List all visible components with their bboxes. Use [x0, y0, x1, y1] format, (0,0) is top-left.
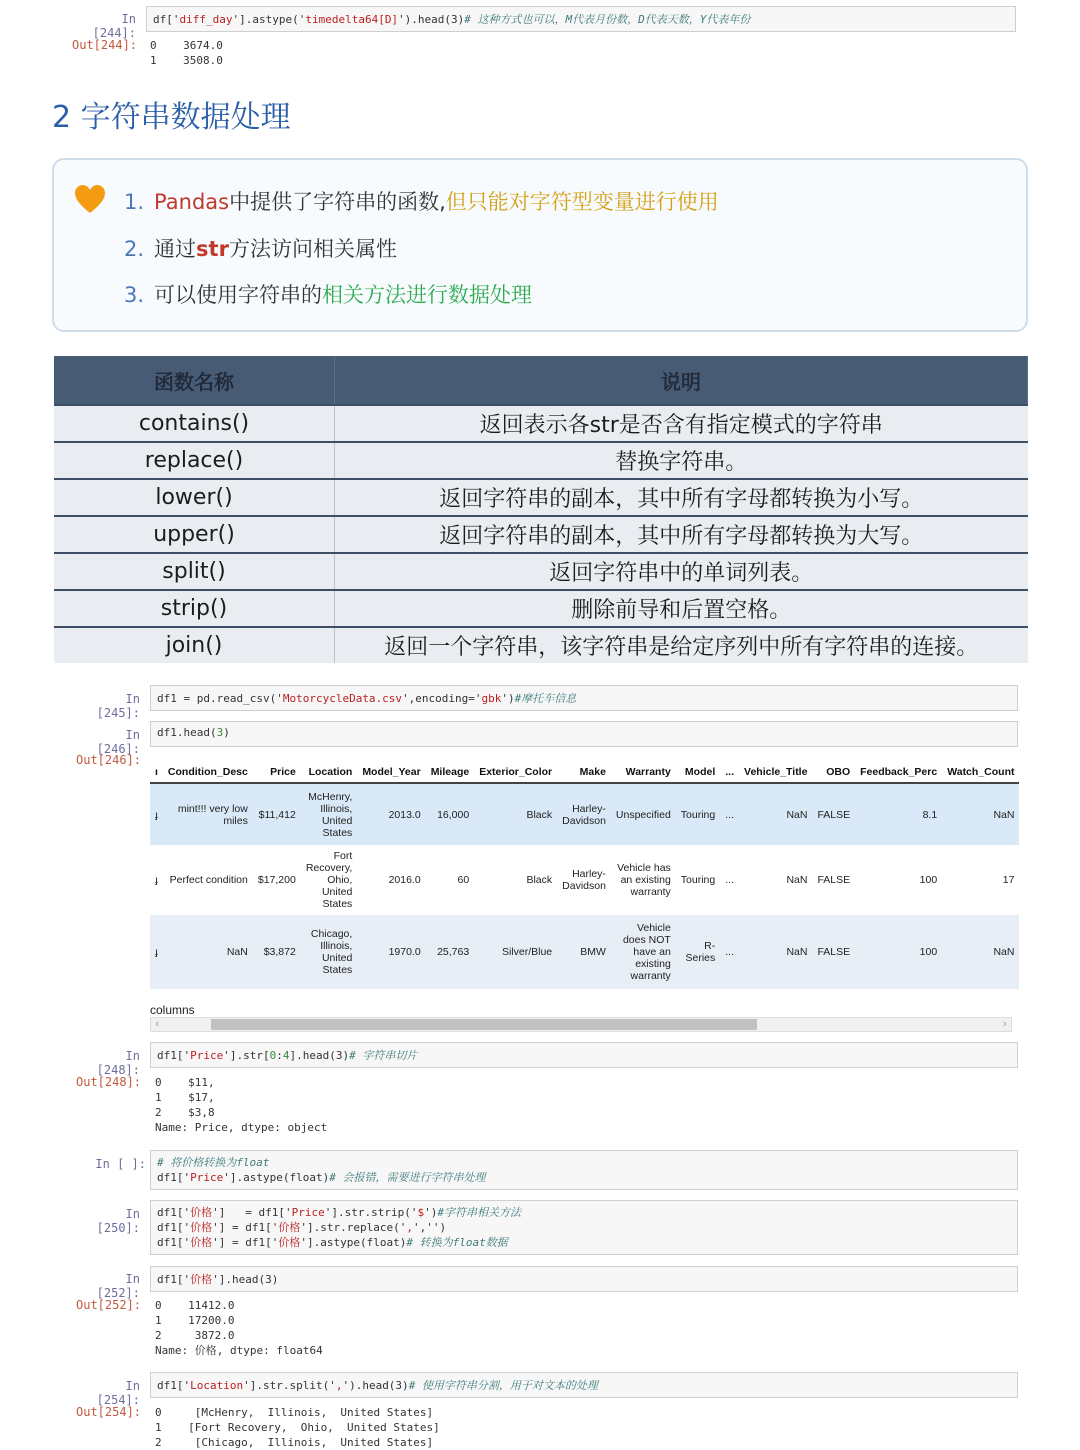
code-string: 价格	[278, 1221, 301, 1234]
table-row: join() 返回一个字符串，该字符串是给定序列中所有字符串的连接。	[54, 627, 1028, 664]
df-column-header: Mileage	[426, 762, 475, 783]
input-prompt: In [246]:	[96, 728, 140, 756]
df-cell: 25,763	[426, 915, 475, 989]
input-prompt: In [ ]:	[95, 1157, 146, 1171]
section-title: 2 字符串数据处理	[52, 100, 291, 135]
code-text: ')	[424, 1206, 438, 1219]
df-cell: Black	[474, 845, 557, 915]
code-comment: # 转换为float数据	[406, 1236, 508, 1249]
note-item-3: 3. 可以使用字符串的相关方法进行数据处理	[124, 283, 533, 307]
df-column-header: Make	[557, 762, 611, 783]
note-item-1: 1. Pandas中提供了字符串的函数,但只能对字符型变量进行使用	[124, 190, 719, 214]
df-cell: McHenry, Illinois, United States	[301, 783, 357, 845]
df-column-header: Condition_Desc	[163, 762, 253, 783]
input-prompt: In [248]:	[96, 1049, 140, 1077]
code-string: ,	[335, 1379, 343, 1392]
dataframe-footer: columns	[150, 1003, 195, 1017]
cell-output: 0 11412.0 1 17200.0 2 3872.0 Name: 价格, dtype: float64	[155, 1299, 323, 1357]
df-cell: mint!!! very low miles	[163, 783, 253, 845]
code-text: '].str.strip('	[324, 1206, 418, 1219]
df-cell: FALSE	[812, 783, 855, 845]
code-text: '].astype(float)	[300, 1236, 407, 1249]
code-text: df1['	[157, 1236, 191, 1249]
df-cell: NaN	[739, 783, 812, 845]
df-cell: 60	[426, 845, 475, 915]
code-cell-254[interactable]	[150, 1372, 1018, 1398]
table-row: strip() 删除前导和后置空格。	[54, 590, 1028, 627]
output-prompt: Out[246]:	[76, 753, 142, 767]
scroll-left-icon[interactable]: ‹	[155, 1017, 160, 1030]
heart-icon	[74, 184, 106, 216]
code-text: df1.head(	[157, 726, 217, 739]
dataframe-output	[150, 762, 1015, 1017]
table-row: split() 返回字符串中的单词列表。	[54, 553, 1028, 590]
code-cell-252[interactable]	[150, 1266, 1018, 1292]
code-text: ].head(3)	[289, 1049, 350, 1062]
code-number: 0	[269, 1049, 277, 1062]
df-cell: Harley-Davidson	[557, 845, 611, 915]
df-column-header: ...	[720, 762, 739, 783]
code-comment: # 字符串切片	[349, 1049, 418, 1062]
df-column-header: Model	[676, 762, 720, 783]
code-cell-250[interactable]	[150, 1200, 1018, 1255]
input-prompt: In [245]:	[96, 692, 140, 720]
df-cell: NaN	[942, 783, 1019, 845]
df-cell: $11,412	[253, 783, 301, 845]
code-text: '].astype(float)	[223, 1171, 330, 1184]
code-text: )	[223, 726, 230, 739]
df-cell: $17,200	[253, 845, 301, 915]
code-string: $	[417, 1206, 425, 1219]
cell-output: 0 3674.0 1 3508.0	[150, 39, 223, 67]
code-string: Price	[291, 1206, 325, 1219]
code-string: gbk	[481, 692, 502, 705]
code-string: diff_day	[179, 13, 233, 26]
df-cell: ...	[720, 915, 739, 989]
df-row	[150, 845, 1019, 915]
output-prompt: Out[254]:	[76, 1405, 142, 1419]
code-text: df1['	[157, 1171, 191, 1184]
code-text: '] = df1['	[212, 1221, 279, 1234]
dataframe-table	[150, 762, 1019, 989]
code-cell-blank[interactable]	[150, 1150, 1018, 1190]
df-column-header: Watch_Count	[942, 762, 1019, 783]
df-cell: ...	[720, 845, 739, 915]
code-text: '] = df1['	[212, 1236, 279, 1249]
df-cell: Vehicle has an existing warranty	[611, 845, 676, 915]
df-column-header: Price	[253, 762, 301, 783]
code-comment: # 会报错，需要进行字符串处理	[329, 1171, 486, 1184]
df-cell: NaN	[739, 845, 812, 915]
df-cell: 100	[855, 845, 942, 915]
code-comment: #字符串相关方法	[437, 1206, 521, 1219]
df-row	[150, 915, 1019, 989]
df-cell: NaN	[739, 915, 812, 989]
table-header-desc: 说明	[335, 356, 1028, 405]
df-cell: FALSE	[812, 845, 855, 915]
df-cell: Silver/Blue	[474, 915, 557, 989]
df-cell: ɟ	[150, 915, 163, 989]
df-cell: Harley-Davidson	[557, 783, 611, 845]
code-number: 4	[282, 1049, 290, 1062]
code-string: 价格	[190, 1273, 213, 1286]
code-string: 价格	[190, 1236, 213, 1249]
df-cell: ɟ	[150, 845, 163, 915]
table-row: upper() 返回字符串的副本，其中所有字母都转换为大写。	[54, 516, 1028, 553]
code-text: '].astype('	[232, 13, 306, 26]
note-text: 方法访问相关属性	[228, 237, 397, 261]
code-text: df['	[153, 13, 180, 26]
df-cell: R-Series	[676, 915, 720, 989]
code-comment: # 使用字符串分割，用于对文本的处理	[408, 1379, 598, 1392]
code-string: Location	[190, 1379, 244, 1392]
code-string: ,	[406, 1221, 413, 1234]
df-cell: 100	[855, 915, 942, 989]
note-text: 中提供了字符串的函数,	[229, 190, 446, 214]
df-column-header: ı	[150, 762, 163, 783]
df-cell: Perfect condition	[163, 845, 253, 915]
scroll-thumb[interactable]	[211, 1019, 757, 1030]
input-prompt: In [252]:	[96, 1272, 140, 1300]
code-string: 价格	[190, 1206, 213, 1219]
table-row: contains() 返回表示各str是否含有指定模式的字符串	[54, 405, 1028, 442]
df-cell: 17	[942, 845, 1019, 915]
code-text: df1['	[157, 1049, 191, 1062]
code-string: Price	[190, 1049, 224, 1062]
horizontal-scrollbar[interactable]	[150, 1017, 1012, 1032]
code-text: '].str.replace('	[300, 1221, 407, 1234]
scroll-right-icon[interactable]: ›	[1002, 1017, 1007, 1030]
input-prompt: In [254]:	[96, 1379, 140, 1407]
code-string: 价格	[278, 1236, 301, 1249]
note-text: 可以使用字符串的	[154, 283, 323, 307]
note-text: 但只能对字符型变量进行使用	[445, 190, 719, 214]
note-text: Pandas	[154, 190, 230, 214]
code-string: MotorcycleData.csv	[282, 692, 403, 705]
code-text: df1 = pd.read_csv('	[157, 692, 283, 705]
code-text: ',encoding='	[402, 692, 482, 705]
df-row	[150, 783, 1019, 845]
note-item-2: 2. 通过str方法访问相关属性	[124, 237, 397, 261]
df-cell: Fort Recovery, Ohio, United States	[301, 845, 357, 915]
code-number: 3	[216, 726, 224, 739]
df-cell: 2013.0	[357, 783, 425, 845]
output-prompt: Out[244]:	[72, 38, 138, 52]
code-cell-245[interactable]	[150, 685, 1018, 711]
code-string: Price	[190, 1171, 224, 1184]
df-cell: NaN	[942, 915, 1019, 989]
df-cell: Touring	[676, 845, 720, 915]
code-text: df1['	[157, 1206, 191, 1219]
table-header-name: 函数名称	[54, 356, 335, 405]
df-cell: Unspecified	[611, 783, 676, 845]
code-text: '].head(3)	[212, 1273, 279, 1286]
df-column-header: Vehicle_Title	[739, 762, 812, 783]
code-text: '] = df1['	[212, 1206, 292, 1219]
code-text: df1['	[157, 1379, 191, 1392]
df-cell: Vehicle does NOT have an existing warranty	[611, 915, 676, 989]
df-column-header: Feedback_Perc	[855, 762, 942, 783]
code-string: timedelta64[D]	[305, 13, 399, 26]
df-column-header: Exterior_Color	[474, 762, 557, 783]
code-text: df1['	[157, 1273, 191, 1286]
dataframe-body	[150, 783, 1019, 989]
df-cell: 8.1	[855, 783, 942, 845]
code-text: ').head(3)	[398, 13, 465, 26]
code-cell-246[interactable]	[150, 721, 1018, 747]
code-comment: # 这种方式也可以，M代表月份数，D代表天数，Y代表年份	[464, 13, 751, 26]
df-cell: ɟ	[150, 783, 163, 845]
note-text: str	[196, 237, 229, 261]
note-text: 通过	[154, 237, 197, 261]
df-cell: $3,872	[253, 915, 301, 989]
code-comment: # 将价格转换为float	[157, 1156, 270, 1169]
df-column-header: Warranty	[611, 762, 676, 783]
code-text: '].str[	[223, 1049, 270, 1062]
df-cell: 2016.0	[357, 845, 425, 915]
code-string: 价格	[190, 1221, 213, 1234]
df-cell: 16,000	[426, 783, 475, 845]
dataframe-header-row	[150, 762, 1019, 783]
df-column-header: Model_Year	[357, 762, 425, 783]
cell-output: 0 [McHenry, Illinois, United States] 1 [Fort Recovery, Ohio, United States] 2 [Chicago, Illinois, United States]	[155, 1406, 440, 1449]
input-prompt: In [244]:	[92, 12, 136, 40]
table-row: lower() 返回字符串的副本，其中所有字母都转换为小写。	[54, 479, 1028, 516]
cell-output: 0 $11, 1 $17, 2 $3,8 Name: Price, dtype: object	[155, 1076, 328, 1134]
notes-box	[52, 158, 1028, 332]
df-cell: ...	[720, 783, 739, 845]
output-prompt: Out[252]:	[76, 1298, 142, 1312]
df-column-header: OBO	[812, 762, 855, 783]
df-cell: BMW	[557, 915, 611, 989]
code-text: df1['	[157, 1221, 191, 1234]
df-cell: Touring	[676, 783, 720, 845]
code-text: :	[276, 1049, 283, 1062]
output-prompt: Out[248]:	[76, 1075, 142, 1089]
code-text: '].str.split('	[243, 1379, 336, 1392]
code-text: ','')	[412, 1221, 447, 1234]
code-cell-244[interactable]	[146, 6, 1016, 32]
code-text: ').head(3)	[342, 1379, 409, 1392]
input-prompt: In [250]:	[96, 1207, 140, 1235]
df-cell: Black	[474, 783, 557, 845]
function-table	[54, 356, 1028, 664]
df-cell: 1970.0	[357, 915, 425, 989]
code-text: ')	[501, 692, 515, 705]
code-comment: #摩托车信息	[514, 692, 577, 705]
df-cell: FALSE	[812, 915, 855, 989]
df-column-header: Location	[301, 762, 357, 783]
df-cell: NaN	[163, 915, 253, 989]
df-cell: Chicago, Illinois, United States	[301, 915, 357, 989]
note-text: 相关方法进行数据处理	[322, 283, 533, 307]
table-row: replace() 替换字符串。	[54, 442, 1028, 479]
code-cell-248[interactable]	[150, 1042, 1018, 1068]
